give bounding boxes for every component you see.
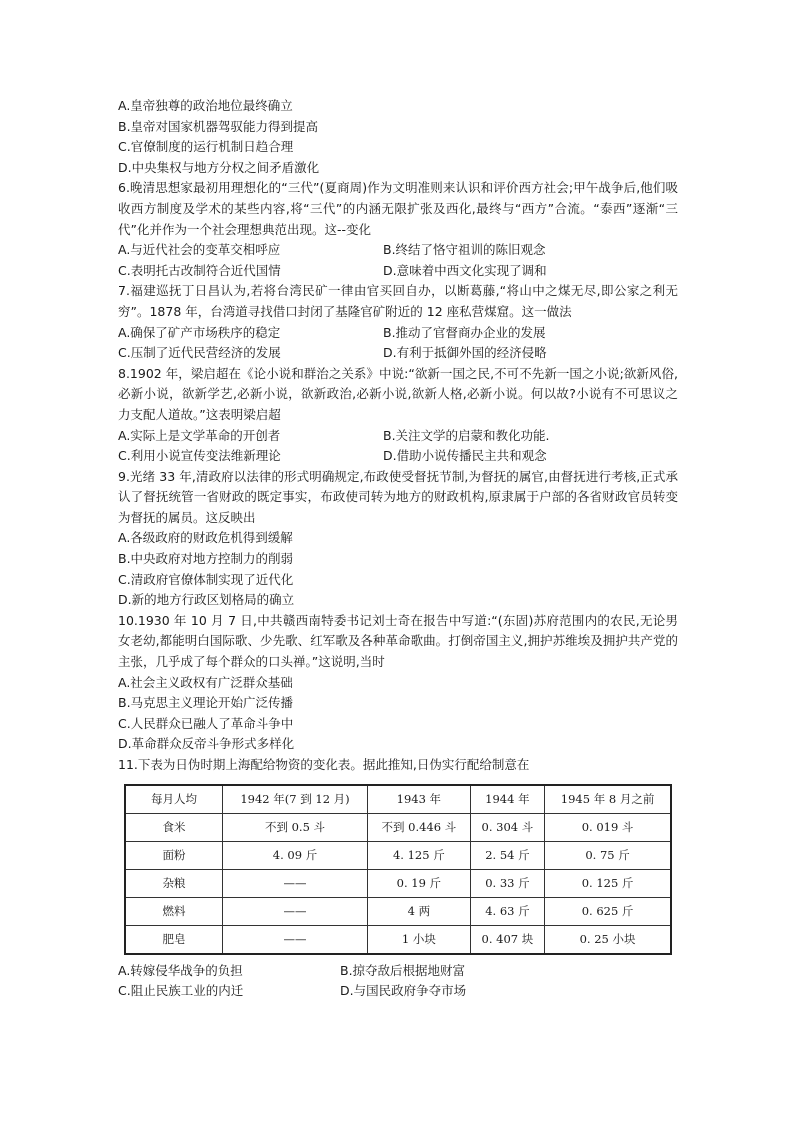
table-cell: 4. 125 斤 (368, 841, 471, 869)
table-cell: 1 小块 (368, 925, 471, 954)
q11-stem: 11.下表为日伪时期上海配给物资的变化表。据此推知,日伪实行配给制意在 (118, 757, 530, 772)
table-cell: 4. 63 斤 (470, 897, 544, 925)
question-11 (118, 755, 678, 1002)
q10-option-d: D.革命群众反帝斗争形式多样化 (118, 736, 295, 752)
table-row (125, 841, 671, 869)
question-7 (118, 281, 678, 363)
question-6 (118, 178, 678, 281)
q9-option-b: B.中央政府对地方控制力的削弱 (118, 551, 294, 567)
q5-options (118, 96, 678, 178)
table-cell: 不到 0.5 斗 (223, 813, 368, 841)
q11-option-b: B.掠夺敌后根据地财富 (340, 962, 466, 978)
q7-stem: 7.福建巡抚丁日昌认为,若将台湾民矿一律由官买回自办，以断葛藤,“将山中之煤无尽,即公家之利无穷”。1878 年，台湾道寻找借口封闭了基隆官矿附近的 12 座私营煤窟。这一做法 (118, 283, 678, 319)
q6-option-b: B.终结了恪守祖训的陈旧观念 (383, 242, 546, 258)
table-cell: —— (223, 869, 368, 897)
table-cell: 不到 0.446 斗 (368, 813, 471, 841)
table-cell: 面粉 (125, 841, 223, 869)
q8-option-a: A.实际上是文学革命的开创者 (118, 427, 281, 443)
ration-table-header-row (125, 785, 671, 814)
table-row (125, 813, 671, 841)
q8-option-b: B.关注文学的启蒙和教化功能. (383, 427, 550, 443)
table-cell: 0. 25 小块 (545, 925, 671, 954)
q11-options-row-2 (118, 981, 678, 1002)
table-cell: 4. 09 斤 (223, 841, 368, 869)
q7-option-c: C.压制了近代民营经济的发展 (118, 345, 281, 361)
table-cell: 燃料 (125, 897, 223, 925)
q10-option-b: B.马克思主义理论开始广泛传播 (118, 695, 294, 711)
q7-option-d: D.有利于抵御外国的经济侵略 (383, 345, 547, 361)
q7-options-row-2 (118, 343, 678, 364)
q7-option-a: A.确保了矿产市场秩序的稳定 (118, 324, 281, 340)
table-cell: —— (223, 925, 368, 954)
question-9 (118, 467, 678, 611)
q6-option-d: D.意味着中西文化实现了调和 (383, 262, 547, 278)
q11-options-row-1 (118, 961, 678, 982)
q11-option-c: C.阻止民族工业的内迁 (118, 983, 244, 999)
table-cell: 2. 54 斤 (470, 841, 544, 869)
table-cell: 0. 019 斗 (545, 813, 671, 841)
q6-option-c: C.表明托古改制符合近代国情 (118, 262, 281, 278)
q6-option-a: A.与近代社会的变革交相呼应 (118, 242, 281, 258)
table-cell: 0. 625 斤 (545, 897, 671, 925)
q6-options-row-1 (118, 240, 678, 261)
q11-option-a: A.转嫁侵华战争的负担 (118, 962, 243, 978)
q10-option-a: A.社会主义政权有广泛群众基础 (118, 674, 293, 690)
q8-option-d: D.借助小说传播民主共和观念 (383, 448, 547, 464)
q8-stem: 8.1902 年，梁启超在《论小说和群治之关系》中说:“欲新一国之民,不可不先新一国之小说;欲新风俗,必新小说，欲新学艺,必新小说，欲新政治,必新小说,欲新人格,必新小说。何以故?小说有不可思议之力支配人道故。”这表明梁启超 (118, 365, 678, 422)
q5-option-d: D.中央集权与地方分权之间矛盾激化 (118, 159, 320, 175)
q9-option-a: A.各级政府的财政危机得到缓解 (118, 530, 293, 546)
table-cell: 食米 (125, 813, 223, 841)
q8-option-c: C.利用小说宣传变法维新理论 (118, 448, 281, 464)
q8-options-row-1 (118, 426, 678, 447)
q9-option-d: D.新的地方行政区划格局的确立 (118, 592, 295, 608)
table-row (125, 925, 671, 954)
question-10 (118, 611, 678, 755)
table-cell: 0. 125 斤 (545, 869, 671, 897)
q9-stem: 9.光绪 33 年,清政府以法律的形式明确规定,布政使受督抚节制,为督抚的属官,由督抚进行考核,正式承认了督抚统管一省财政的既定事实，布政使司转为地方的财政机构,原隶属于户部的各省财政官员转变为督抚的属员。这反映出 (118, 468, 678, 525)
table-header: 1945 年 8 月之前 (545, 785, 671, 814)
q5-option-b: B.皇帝对国家机器驾驭能力得到提高 (118, 118, 319, 134)
table-cell: 0. 407 块 (470, 925, 544, 954)
q6-options-row-2 (118, 261, 678, 282)
table-cell: 0. 19 斤 (368, 869, 471, 897)
q10-option-c: C.人民群众已融人了革命斗争中 (118, 715, 294, 731)
table-cell: 肥皂 (125, 925, 223, 954)
exam-page (118, 96, 678, 1002)
table-cell: 0. 75 斤 (545, 841, 671, 869)
table-cell: 杂粮 (125, 869, 223, 897)
q7-options-row-1 (118, 323, 678, 344)
q11-option-d: D.与国民政府争夺市场 (340, 983, 467, 999)
table-cell: 4 两 (368, 897, 471, 925)
q7-option-b: B.推动了官督商办企业的发展 (383, 324, 546, 340)
table-header: 每月人均 (125, 785, 223, 814)
table-header: 1942 年(7 到 12 月) (223, 785, 368, 814)
q10-stem: 10.1930 年 10 月 7 日,中共赣西南特委书记刘士奇在报告中写道:“(东固)苏府范围内的农民,无论男女老幼,都能明白国际歌、少先歌、红军歌及各种革命歌曲。打倒帝国主义,拥护苏维埃及拥护共产党的主张，几乎成了每个群众的口头禅。”这说明,当时 (118, 612, 678, 670)
table-row (125, 897, 671, 925)
q5-option-a: A.皇帝独尊的政治地位最终确立 (118, 98, 293, 113)
table-cell: —— (223, 897, 368, 925)
table-row (125, 869, 671, 897)
ration-table (124, 784, 672, 955)
q9-option-c: C.清政府官僚体制实现了近代化 (118, 571, 294, 587)
table-header: 1944 年 (470, 785, 544, 814)
q5-option-c: C.官僚制度的运行机制日趋合理 (118, 139, 294, 155)
q8-options-row-2 (118, 446, 678, 467)
question-8 (118, 364, 678, 467)
table-cell: 0. 304 斗 (470, 813, 544, 841)
table-cell: 0. 33 斤 (470, 869, 544, 897)
q6-stem: 6.晚清思想家最初用理想化的“三代”(夏商周)作为文明准则来认识和评价西方社会;甲午战争后,他们吸收西方制度及学术的某些内容,将“三代”的内涵无限扩张及西化,最终与“西方”合流。“泰西”逐渐“三代”化并作为一个社会理想典范出现。这--变化 (118, 180, 678, 237)
table-header: 1943 年 (368, 785, 471, 814)
